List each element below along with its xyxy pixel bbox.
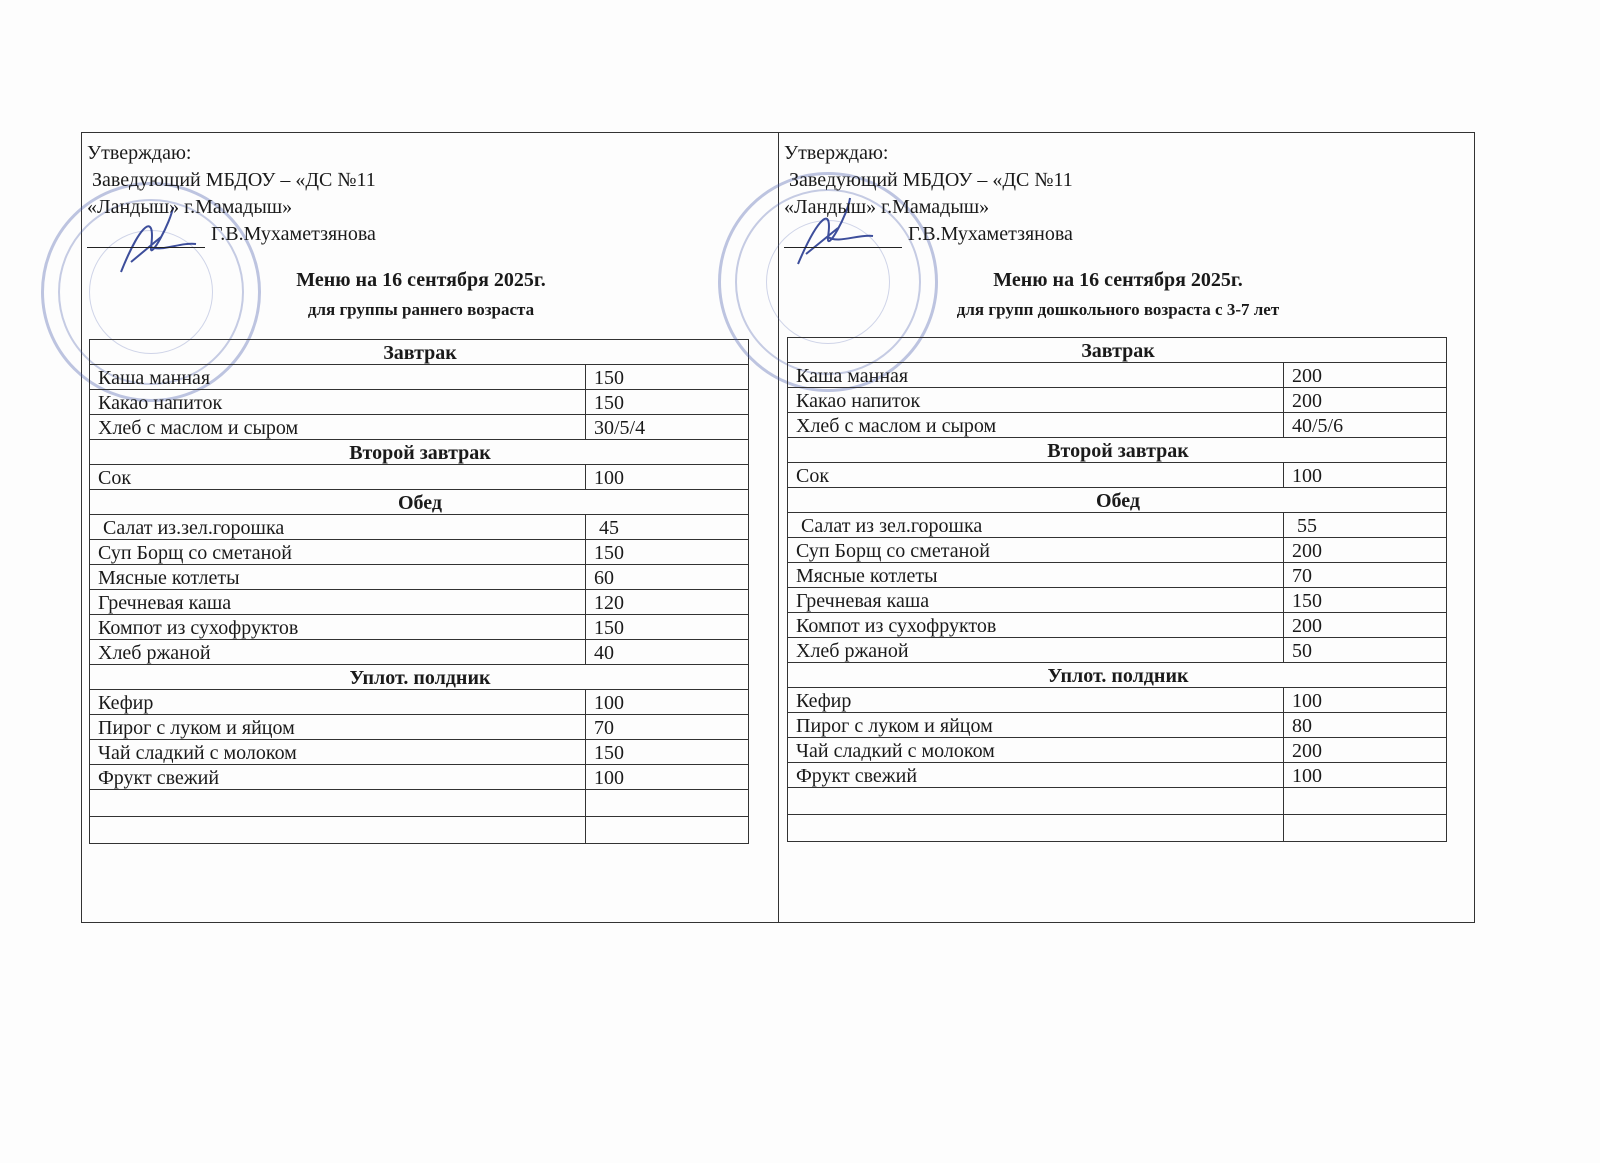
dish-name: Кефир xyxy=(788,688,1284,713)
section-row xyxy=(90,490,749,515)
dish-name: Хлеб с маслом и сыром xyxy=(788,413,1284,438)
portion-weight: 30/5/4 xyxy=(586,415,749,440)
empty-row xyxy=(90,817,749,844)
portion-weight: 70 xyxy=(586,715,749,740)
table-row xyxy=(90,640,749,665)
table-row xyxy=(788,713,1447,738)
empty-cell xyxy=(1284,815,1447,842)
dish-name: Пирог с луком и яйцом xyxy=(788,713,1284,738)
empty-cell xyxy=(90,817,586,844)
dish-name: Сок xyxy=(90,465,586,490)
menu-subtitle: для группы раннего возраста xyxy=(307,300,535,319)
dish-name: Чай сладкий с молоком xyxy=(90,740,586,765)
approve-organization: «Ландыш» г.Мамадыш» xyxy=(87,196,293,218)
table-row xyxy=(90,390,749,415)
portion-weight: 150 xyxy=(586,615,749,640)
empty-cell xyxy=(788,815,1284,842)
portion-weight: 150 xyxy=(586,540,749,565)
empty-row xyxy=(90,790,749,817)
menu-table xyxy=(89,339,749,844)
dish-name: Каша манная xyxy=(788,363,1284,388)
signature-line xyxy=(87,229,205,248)
dish-name: Суп Борщ со сметаной xyxy=(90,540,586,565)
empty-cell xyxy=(1284,788,1447,815)
table-row xyxy=(788,738,1447,763)
portion-weight: 120 xyxy=(586,590,749,615)
table-row xyxy=(90,715,749,740)
dish-name: Компот из сухофруктов xyxy=(90,615,586,640)
section-row xyxy=(90,665,749,690)
portion-weight: 200 xyxy=(1284,388,1447,413)
table-row xyxy=(788,588,1447,613)
dish-name: Салат из.зел.горошка xyxy=(90,515,586,540)
dish-name: Сок xyxy=(788,463,1284,488)
portion-weight: 100 xyxy=(1284,763,1447,788)
table-row xyxy=(788,763,1447,788)
table-row xyxy=(788,363,1447,388)
section-row xyxy=(788,663,1447,688)
section-row xyxy=(90,440,749,465)
portion-weight: 150 xyxy=(586,365,749,390)
dish-name: Какао напиток xyxy=(90,390,586,415)
dish-name: Хлеб ржаной xyxy=(90,640,586,665)
table-row xyxy=(90,415,749,440)
panel-header xyxy=(81,132,778,347)
portion-weight: 200 xyxy=(1284,613,1447,638)
dish-name: Мясные котлеты xyxy=(90,565,586,590)
portion-weight: 150 xyxy=(1284,588,1447,613)
portion-weight: 60 xyxy=(586,565,749,590)
dish-name: Мясные котлеты xyxy=(788,563,1284,588)
table-row xyxy=(90,740,749,765)
approve-label: Утверждаю: xyxy=(87,142,192,164)
dish-name: Хлеб с маслом и сыром xyxy=(90,415,586,440)
dish-name: Фрукт свежий xyxy=(788,763,1284,788)
portion-weight: 200 xyxy=(1284,538,1447,563)
table-row xyxy=(788,538,1447,563)
section-title: Уплот. полдник xyxy=(90,665,749,690)
approval-block xyxy=(87,140,376,248)
dish-name: Какао напиток xyxy=(788,388,1284,413)
approve-organization: «Ландыш» г.Мамадыш» xyxy=(784,196,990,218)
portion-weight: 100 xyxy=(1284,463,1447,488)
portion-weight: 100 xyxy=(586,690,749,715)
table-row xyxy=(788,638,1447,663)
portion-weight: 40/5/6 xyxy=(1284,413,1447,438)
portion-weight: 55 xyxy=(1284,513,1447,538)
portion-weight: 40 xyxy=(586,640,749,665)
table-row xyxy=(90,465,749,490)
dish-name: Компот из сухофруктов xyxy=(788,613,1284,638)
portion-weight: 100 xyxy=(1284,688,1447,713)
dish-name: Салат из зел.горошка xyxy=(788,513,1284,538)
empty-cell xyxy=(586,817,749,844)
portion-weight: 100 xyxy=(586,765,749,790)
menu-title: Меню на 16 сентября 2025г. xyxy=(296,269,546,291)
approve-label: Утверждаю: xyxy=(784,142,889,164)
table-row xyxy=(788,688,1447,713)
portion-weight: 150 xyxy=(586,740,749,765)
section-title: Завтрак xyxy=(90,340,749,365)
menu-table xyxy=(787,337,1447,842)
dish-name: Фрукт свежий xyxy=(90,765,586,790)
empty-cell xyxy=(90,790,586,817)
approve-signer: Г.В.Мухаметзянова xyxy=(211,223,376,245)
section-title: Обед xyxy=(788,488,1447,513)
section-title: Второй завтрак xyxy=(90,440,749,465)
table-row xyxy=(90,365,749,390)
menu-subtitle: для групп дошкольного возраста с 3-7 лет xyxy=(956,300,1280,319)
dish-name: Гречневая каша xyxy=(90,590,586,615)
table-row xyxy=(788,513,1447,538)
section-title: Уплот. полдник xyxy=(788,663,1447,688)
section-row xyxy=(788,488,1447,513)
table-row xyxy=(90,615,749,640)
portion-weight: 200 xyxy=(1284,363,1447,388)
signature-line xyxy=(784,229,902,248)
table-row xyxy=(788,388,1447,413)
section-row xyxy=(90,340,749,365)
approval-block xyxy=(784,140,1073,248)
portion-weight: 80 xyxy=(1284,713,1447,738)
empty-row xyxy=(788,815,1447,842)
table-row xyxy=(90,565,749,590)
table-row xyxy=(788,613,1447,638)
portion-weight: 50 xyxy=(1284,638,1447,663)
section-title: Завтрак xyxy=(788,338,1447,363)
menu-title: Меню на 16 сентября 2025г. xyxy=(993,269,1243,291)
portion-weight: 200 xyxy=(1284,738,1447,763)
approve-signer-row xyxy=(87,221,376,248)
dish-name: Чай сладкий с молоком xyxy=(788,738,1284,763)
section-title: Обед xyxy=(90,490,749,515)
empty-cell xyxy=(586,790,749,817)
table-row xyxy=(90,515,749,540)
dish-name: Кефир xyxy=(90,690,586,715)
dish-name: Пирог с луком и яйцом xyxy=(90,715,586,740)
table-row xyxy=(788,563,1447,588)
empty-row xyxy=(788,788,1447,815)
empty-cell xyxy=(788,788,1284,815)
approve-signer: Г.В.Мухаметзянова xyxy=(908,223,1073,245)
approve-position: Заведующий МБДОУ – «ДС №11 xyxy=(784,169,1073,191)
dish-name: Суп Борщ со сметаной xyxy=(788,538,1284,563)
dish-name: Каша манная xyxy=(90,365,586,390)
table-row xyxy=(788,463,1447,488)
portion-weight: 150 xyxy=(586,390,749,415)
section-row xyxy=(788,338,1447,363)
table-row xyxy=(788,413,1447,438)
table-row xyxy=(90,590,749,615)
table-row xyxy=(90,540,749,565)
section-row xyxy=(788,438,1447,463)
section-title: Второй завтрак xyxy=(788,438,1447,463)
dish-name: Гречневая каша xyxy=(788,588,1284,613)
dish-name: Хлеб ржаной xyxy=(788,638,1284,663)
portion-weight: 45 xyxy=(586,515,749,540)
table-row xyxy=(90,765,749,790)
portion-weight: 70 xyxy=(1284,563,1447,588)
portion-weight: 100 xyxy=(586,465,749,490)
approve-signer-row xyxy=(784,221,1073,248)
table-row xyxy=(90,690,749,715)
approve-position: Заведующий МБДОУ – «ДС №11 xyxy=(87,169,376,191)
panel-header xyxy=(778,132,1475,347)
